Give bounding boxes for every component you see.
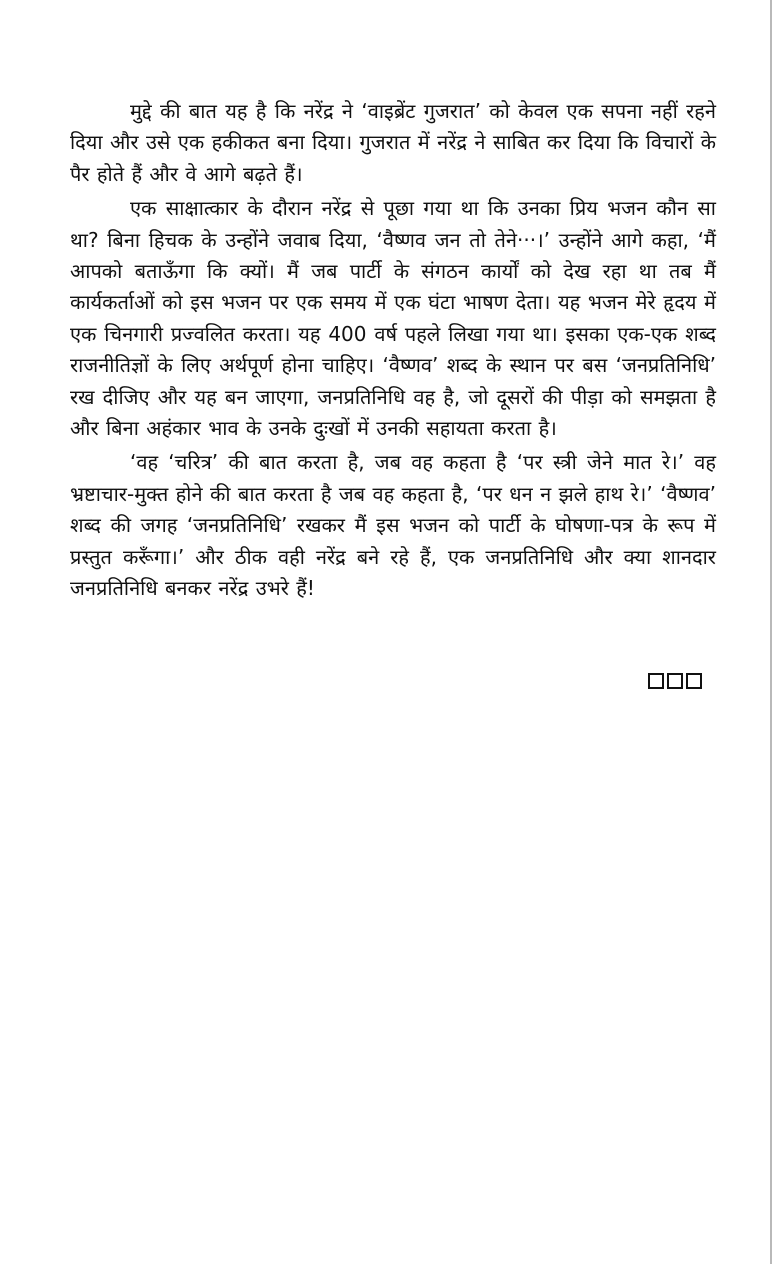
page-edge-line [770,0,772,1264]
paragraph-3: ‘वह ‘चरित्र’ की बात करता है, जब वह कहता है ‘पर स्त्री जेने मात रे।’ वह भ्रष्टाचार-मुक्त होने की बात करता है जब वह कहता है, ‘पर धन न झले हाथ रे।’ ‘वैष्णव’ शब्द की जगह ‘जनप्रतिनिधि’ रखकर मैं इस भजन को पार्टी के घोषणा-पत्र के रूप में प्रस्तुत करूँगा।’ और ठीक वही नरेंद्र बने रहे हैं, एक जनप्रतिनिधि और क्या शानदार जनप्रतिनिधि बनकर नरेंद्र उभरे हैं! [70,450,716,601]
document-body [70,96,716,608]
end-box-1 [648,673,664,689]
end-box-3 [686,673,702,689]
end-box-2 [667,673,683,689]
paragraph-2: एक साक्षात्कार के दौरान नरेंद्र से पूछा गया था कि उनका प्रिय भजन कौन सा था? बिना हिचक के उन्होंने जवाब दिया, ‘वैष्णव जन तो तेने···।’ उन्होंने आगे कहा, ‘मैं आपको बताऊँगा कि क्यों। मैं जब पार्टी के संगठन कार्यों को देख रहा था तब मैं कार्यकर्ताओं को इस भजन पर एक समय में एक घंटा भाषण देता। यह भजन मेरे हृदय में एक चिनगारी प्रज्वलित करता। यह 400 वर्ष पहले लिखा गया था। इसका एक-एक शब्द राजनीतिज्ञों के लिए अर्थपूर्ण होना चाहिए। ‘वैष्णव’ शब्द के स्थान पर बस ‘जनप्रतिनिधि’ रख दीजिए और यह बन जाएगा, जनप्रतिनिधि वह है, जो दूसरों की पीड़ा को समझता है और बिना अहंकार भाव के उनके दुःखों में उनकी सहायता करता है। [70,196,716,441]
paragraph-1: मुद्दे की बात यह है कि नरेंद्र ने ‘वाइब्रेंट गुजरात’ को केवल एक सपना नहीं रहने दिया और उसे एक हकीकत बना दिया। गुजरात में नरेंद्र ने साबित कर दिया कि विचारों के पैर होते हैं और वे आगे बढ़ते हैं। [70,99,716,186]
section-end-marks [648,673,702,689]
